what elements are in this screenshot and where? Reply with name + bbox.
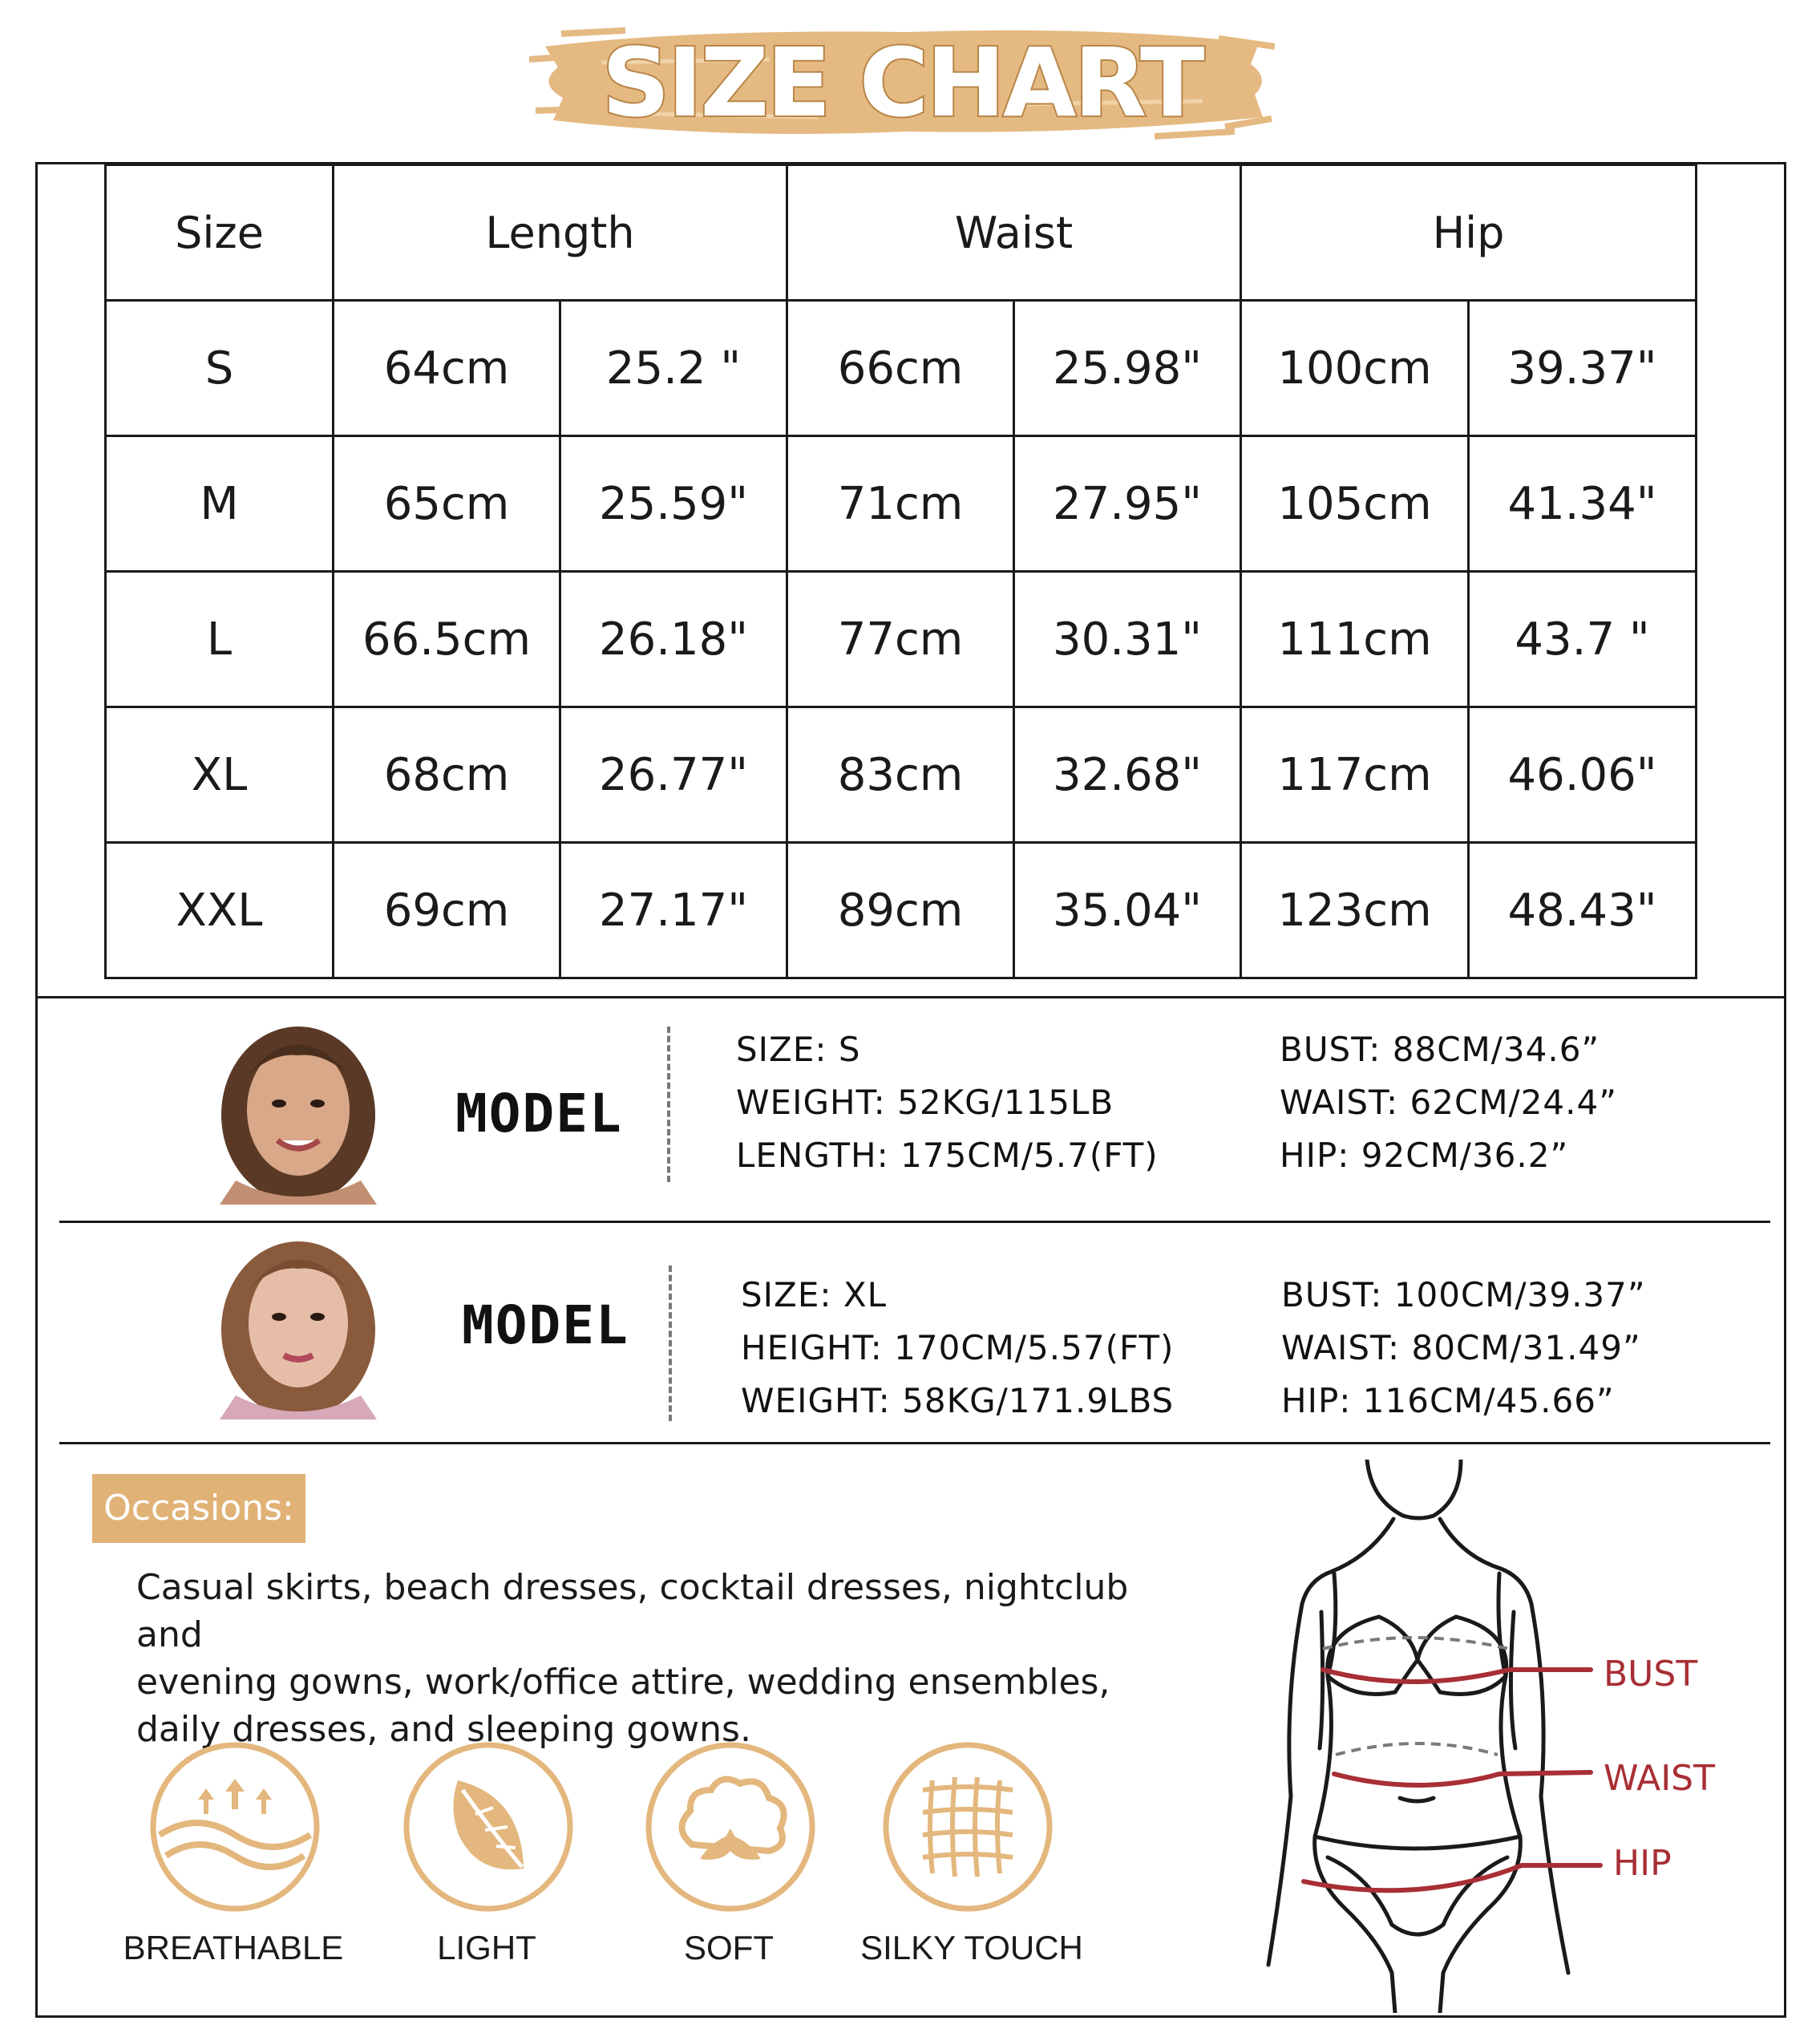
model-waist: WAIST: 62CM/24.4” xyxy=(1280,1083,1617,1122)
table-row xyxy=(106,843,1697,978)
cell-waist-in: 27.95" xyxy=(1014,436,1241,572)
feature-label: SOFT xyxy=(684,1929,774,1966)
header-hip: Hip xyxy=(1241,165,1697,301)
table-row xyxy=(106,436,1697,572)
table-header-row xyxy=(106,165,1697,301)
model-label: MODEL xyxy=(462,1294,629,1356)
cell-waist-in: 32.68" xyxy=(1014,707,1241,843)
cotton-icon xyxy=(644,1740,817,1913)
model-stats-right xyxy=(1280,1023,1617,1182)
model-info-2 xyxy=(59,1235,1767,1444)
dashed-divider xyxy=(667,1027,670,1182)
table-row xyxy=(106,572,1697,707)
model-bust: BUST: 100CM/39.37” xyxy=(1281,1275,1646,1314)
cell-length-in: 25.2 " xyxy=(560,301,787,436)
feature-label: BREATHABLE xyxy=(123,1929,344,1966)
cell-hip-cm: 105cm xyxy=(1241,436,1469,572)
cell-hip-cm: 111cm xyxy=(1241,572,1469,707)
model-length: LENGTH: 175CM/5.7(FT) xyxy=(736,1136,1159,1175)
cell-hip-in: 41.34" xyxy=(1469,436,1697,572)
feature-silky-touch xyxy=(851,1740,1084,1913)
feature-label: LIGHT xyxy=(437,1929,536,1966)
cell-hip-in: 48.43" xyxy=(1469,843,1697,978)
cell-length-cm: 69cm xyxy=(334,843,560,978)
header-size: Size xyxy=(106,165,334,301)
model-avatar xyxy=(220,1235,377,1419)
model-info-1 xyxy=(59,1012,1767,1221)
cell-waist-in: 35.04" xyxy=(1014,843,1241,978)
model-size: SIZE: XL xyxy=(741,1275,888,1314)
cell-length-in: 26.18" xyxy=(560,572,787,707)
table-row xyxy=(106,707,1697,843)
cell-size: L xyxy=(106,572,334,707)
table-row xyxy=(106,301,1697,436)
occasions-tag: Occasions: xyxy=(92,1474,305,1543)
feature-label: SILKY TOUCH xyxy=(860,1929,1083,1966)
model-stats-left xyxy=(741,1269,1174,1428)
occasions-line: daily dresses, and sleeping gowns. xyxy=(136,1709,751,1750)
feature-breathable xyxy=(119,1740,351,1913)
model-weight: WEIGHT: 58KG/171.9LBS xyxy=(741,1381,1175,1420)
cell-size: XL xyxy=(106,707,334,843)
model-bust: BUST: 88CM/34.6” xyxy=(1280,1030,1600,1069)
size-table xyxy=(104,164,1697,979)
model-stats-left xyxy=(736,1023,1159,1182)
breathable-icon xyxy=(148,1740,322,1913)
body-measurement-diagram xyxy=(1251,1460,1764,2013)
cell-waist-cm: 77cm xyxy=(787,572,1014,707)
cell-waist-in: 25.98" xyxy=(1014,301,1241,436)
cell-waist-cm: 83cm xyxy=(787,707,1014,843)
feature-light xyxy=(372,1740,605,1913)
model-stats-right xyxy=(1281,1269,1646,1428)
model-size: SIZE: S xyxy=(736,1030,861,1069)
cell-length-cm: 66.5cm xyxy=(334,572,560,707)
model-hip: HIP: 92CM/36.2” xyxy=(1280,1136,1569,1175)
section-divider xyxy=(59,1442,1770,1444)
dashed-divider xyxy=(669,1266,672,1421)
model-waist: WAIST: 80CM/31.49” xyxy=(1281,1328,1641,1367)
cell-length-in: 27.17" xyxy=(560,843,787,978)
cell-length-in: 25.59" xyxy=(560,436,787,572)
fabric-weave-icon xyxy=(881,1740,1054,1913)
cell-size: M xyxy=(106,436,334,572)
cell-waist-cm: 71cm xyxy=(787,436,1014,572)
waist-label: WAIST xyxy=(1604,1758,1715,1799)
cell-waist-cm: 89cm xyxy=(787,843,1014,978)
occasions-text xyxy=(136,1564,1203,1753)
cell-hip-cm: 117cm xyxy=(1241,707,1469,843)
header-waist: Waist xyxy=(787,165,1241,301)
cell-size: XXL xyxy=(106,843,334,978)
cell-waist-cm: 66cm xyxy=(787,301,1014,436)
header-length: Length xyxy=(334,165,787,301)
feature-soft xyxy=(614,1740,847,1913)
cell-length-in: 26.77" xyxy=(560,707,787,843)
cell-hip-cm: 123cm xyxy=(1241,843,1469,978)
occasions-line: Casual skirts, beach dresses, cocktail dresses, nightclub and xyxy=(136,1567,1129,1655)
cell-waist-in: 30.31" xyxy=(1014,572,1241,707)
cell-hip-in: 46.06" xyxy=(1469,707,1697,843)
cell-length-cm: 64cm xyxy=(334,301,560,436)
table-divider xyxy=(35,996,1786,998)
section-divider xyxy=(59,1221,1770,1223)
occasions-line: evening gowns, work/office attire, wedding ensembles, xyxy=(136,1662,1110,1703)
cell-size: S xyxy=(106,301,334,436)
model-label: MODEL xyxy=(455,1083,623,1144)
leaf-icon xyxy=(402,1740,575,1913)
cell-hip-cm: 100cm xyxy=(1241,301,1469,436)
cell-length-cm: 65cm xyxy=(334,436,560,572)
cell-length-cm: 68cm xyxy=(334,707,560,843)
size-chart-banner xyxy=(529,14,1275,151)
model-height: HEIGHT: 170CM/5.57(FT) xyxy=(741,1328,1175,1367)
model-weight: WEIGHT: 52KG/115LB xyxy=(736,1083,1114,1122)
hip-label: HIP xyxy=(1613,1843,1672,1884)
cell-hip-in: 39.37" xyxy=(1469,301,1697,436)
model-avatar xyxy=(220,1020,377,1205)
page-title: SIZE CHART xyxy=(601,27,1203,138)
model-hip: HIP: 116CM/45.66” xyxy=(1281,1381,1615,1420)
body-outline-icon xyxy=(1251,1460,1764,2013)
bust-label: BUST xyxy=(1604,1654,1698,1695)
cell-hip-in: 43.7 " xyxy=(1469,572,1697,707)
